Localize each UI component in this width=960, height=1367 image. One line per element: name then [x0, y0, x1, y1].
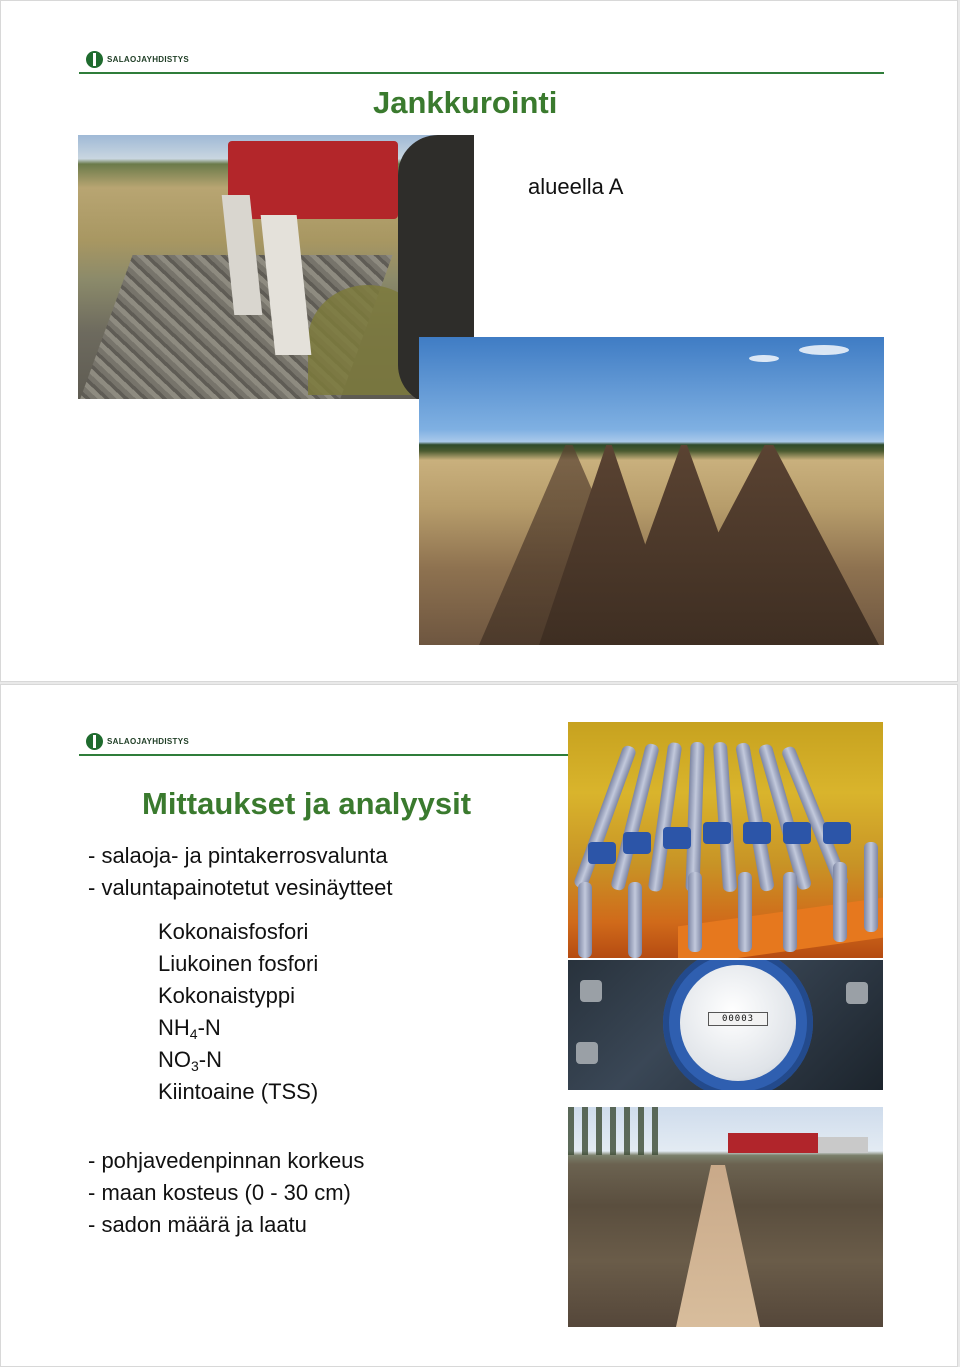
- header-rule: [79, 72, 884, 74]
- water-meter-photo: [568, 960, 883, 1090]
- farm-field-photo: [568, 1107, 883, 1327]
- list-item: - sadon määrä ja laatu: [88, 1212, 307, 1237]
- logo-mark-icon: [86, 51, 103, 68]
- logo-text: SALAOJAYHDISTYS: [107, 55, 189, 64]
- salaojayhdistys-logo: [86, 733, 189, 750]
- logo-mark-icon: [86, 733, 103, 750]
- logo-text: SALAOJAYHDISTYS: [107, 737, 189, 746]
- analysis-item-nh4: $NH_4-N$: [158, 1015, 221, 1042]
- salaojayhdistys-logo: [86, 51, 189, 68]
- analysis-item-no3: $NO_3-N$: [158, 1047, 223, 1074]
- analysis-list: [158, 916, 318, 1108]
- list-item: - valuntapainotetut vesinäytteet: [88, 875, 393, 900]
- analysis-item: Kokonaisfosfori: [158, 919, 309, 944]
- additional-measurements-list: [88, 1145, 364, 1241]
- slide2-title: Mittaukset ja analyysit: [142, 786, 472, 821]
- list-item: - pohjavedenpinnan korkeus: [88, 1148, 365, 1173]
- slide-title: Jankkurointi: [373, 85, 558, 120]
- photo-caption: alueella A: [528, 174, 624, 199]
- slide-jankkurointi: [0, 0, 958, 682]
- subsoiled-field-photo: [419, 337, 884, 645]
- subsoiler-tractor-photo: [78, 135, 474, 399]
- header-rule: [79, 754, 569, 756]
- list-item: - salaoja- ja pintakerrosvalunta: [88, 843, 388, 868]
- list-item: - maan kosteus (0 - 30 cm): [88, 1180, 351, 1205]
- sampling-pipes-photo: [568, 722, 883, 958]
- meter-reading: 00003: [708, 1012, 768, 1026]
- analysis-item: Kiintoaine (TSS): [158, 1079, 319, 1104]
- analysis-item: Liukoinen fosfori: [158, 951, 319, 976]
- analysis-item: Kokonaistyppi: [158, 983, 295, 1008]
- measurement-list: [88, 840, 393, 904]
